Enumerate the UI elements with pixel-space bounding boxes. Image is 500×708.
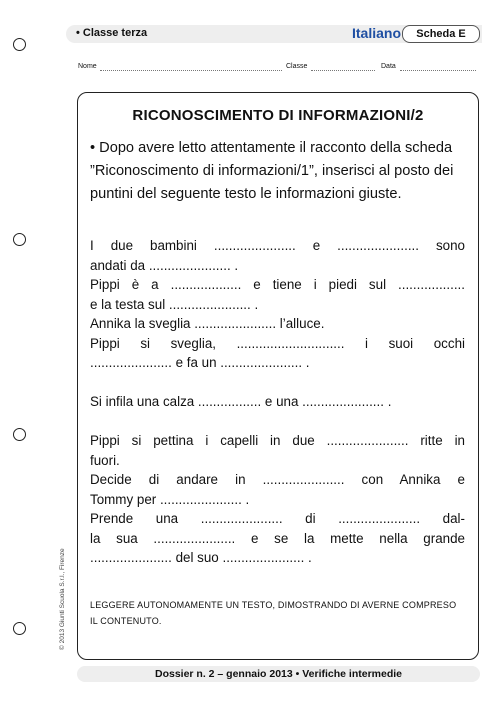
student-fields <box>0 63 500 75</box>
text-line: ...................... del suo ...................... . <box>90 550 312 565</box>
header-bar <box>66 25 482 43</box>
instruction-text: • Dopo avere letto attentamente il racconto della scheda ”Riconoscimento di informazioni/1”, inserisci al posto dei puntini del seguente testo le informazioni giuste. <box>90 140 454 202</box>
binder-hole <box>13 233 26 246</box>
copyright-note: © 2013 Giunti Scuola S.r.l., Firenze <box>59 548 66 650</box>
text-line: Decide di andare in ...................... con Annika e <box>90 472 465 487</box>
sheet-badge: Scheda E <box>402 25 480 43</box>
text-line: Pippi è a ................... e tiene i piedi sul .................. <box>90 277 465 292</box>
text-line: fuori. <box>90 452 120 468</box>
footer-bar: Dossier n. 2 – gennaio 2013 • Verifiche intermedie <box>77 666 480 682</box>
text-line: Annika la sveglia ...................... l’alluce. <box>90 316 325 331</box>
subject-label: Italiano <box>352 25 402 41</box>
binder-hole <box>13 622 26 635</box>
worksheet-title: RICONOSCIMENTO DI INFORMAZIONI/2 <box>132 107 424 124</box>
class-label: • Classe terza <box>76 27 148 39</box>
text-line: la sua ...................... e se la mette nella grande <box>90 530 465 546</box>
text-line: Tommy per ...................... . <box>90 491 250 507</box>
name-field[interactable] <box>100 69 282 71</box>
binder-hole <box>13 38 26 51</box>
worksheet-frame <box>77 92 479 660</box>
binder-hole <box>13 428 26 441</box>
learning-objective: LEGGERE AUTONOMAMENTE UN TESTO, DIMOSTRANDO DI AVERNE COMPRESO IL CONTENUTO. <box>90 600 457 626</box>
class-field-label: Classe <box>286 63 308 70</box>
text-line: andati da ...................... . <box>90 257 239 273</box>
fill-in-text <box>90 236 465 568</box>
text-line: Pippi si pettina i capelli in due ...................... ritte in <box>90 433 465 448</box>
text-line: I due bambini ...................... e ...................... sono <box>90 238 465 253</box>
text-line: ...................... e fa un ...................... . <box>90 355 310 370</box>
date-field-label: Data <box>381 63 396 70</box>
name-field-label: Nome <box>78 63 97 70</box>
text-line: Prende una ...................... di ...................... dal- <box>90 511 465 526</box>
text-line: Si infila una calza ................. e una ...................... . <box>90 394 392 409</box>
class-field[interactable] <box>311 69 375 71</box>
text-line: e la testa sul ...................... . <box>90 296 259 312</box>
text-line: Pippi si sveglia, ............................. i suoi occhi <box>90 335 465 351</box>
date-field[interactable] <box>400 69 476 71</box>
